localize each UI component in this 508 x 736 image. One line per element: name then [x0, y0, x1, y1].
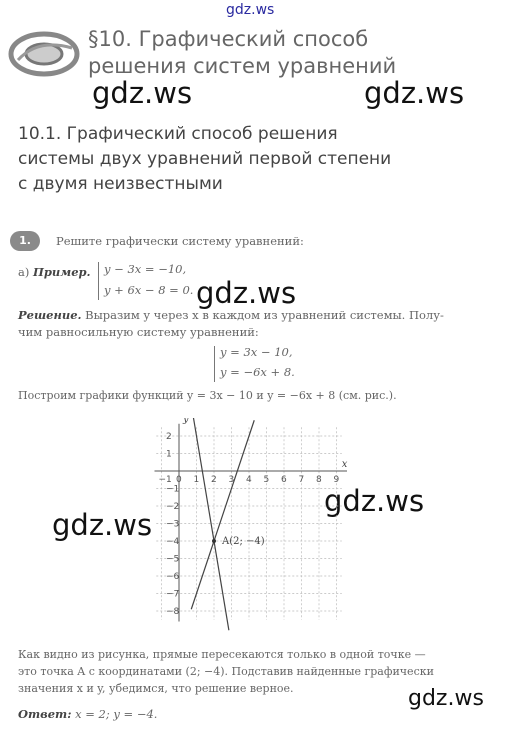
part-label: а) Пример. — [18, 265, 91, 279]
y-tick-label: −5 — [166, 554, 180, 565]
intersection-point — [212, 539, 216, 543]
system-brace — [98, 262, 99, 300]
task-prompt: Решите графически систему уравнений: — [56, 234, 304, 248]
watermark: gdz.ws — [92, 76, 193, 110]
answer-value: x = 2; y = −4. — [75, 707, 158, 721]
y-tick-label: −3 — [166, 519, 180, 530]
x-tick-label: 9 — [333, 475, 340, 485]
y-tick-label: 1 — [166, 449, 172, 460]
x-tick-label: 4 — [246, 475, 252, 485]
watermark: gdz.ws — [324, 484, 425, 518]
x-tick-label: 2 — [211, 475, 217, 485]
solution-line-1: Решение. Выразим y через x в каждом из уравнений системы. Полу- — [18, 308, 444, 322]
function-line — [192, 418, 229, 630]
system-eq-1: y − 3x = −10, — [104, 262, 187, 276]
solution-line-3: Построим графики функций y = 3x − 10 и y = −6x + 8 (см. рис.). — [18, 389, 397, 402]
y-tick-label: −1 — [166, 484, 180, 495]
y-tick-label: −2 — [166, 502, 180, 512]
subsection-title: 10.1. Графический способ решения системы двух уравнений первой степени с двумя неизвестными — [18, 124, 392, 194]
x-tick-label: 7 — [298, 475, 305, 485]
intersection-point-label: A(2; −4) — [222, 536, 265, 547]
watermark: gdz.ws — [408, 686, 484, 711]
x-tick-label: 8 — [316, 475, 322, 485]
function-line — [191, 420, 254, 609]
watermark: gdz.ws — [364, 76, 465, 110]
function-graph — [148, 418, 368, 634]
answer-line — [18, 704, 157, 724]
task-number-badge: 1. — [10, 231, 40, 251]
x-tick-label: 5 — [263, 475, 270, 485]
x-axis-label: x — [341, 459, 348, 470]
system-eq-2: y + 6x − 8 = 0. — [104, 283, 194, 297]
conclusion-line-2: это точка A с координатами (2; −4). Подставив найденные графически — [18, 665, 434, 678]
watermark: gdz.ws — [52, 508, 153, 542]
y-tick-label: −7 — [166, 589, 180, 600]
grid — [156, 427, 342, 620]
y-tick-label: −6 — [166, 572, 180, 582]
y-axis-label: y — [183, 418, 189, 425]
y-tick-label: −4 — [166, 537, 180, 547]
solution-eq-2: y = −6x + 8. — [220, 365, 295, 379]
watermark-top: gdz.ws — [226, 2, 275, 18]
x-tick-label: 0 — [176, 475, 182, 485]
conclusion-line-1: Как видно из рисунка, прямые пересекаются только в одной точке — — [18, 648, 426, 661]
answer-label: Ответ: — [18, 707, 72, 721]
solution-line-2: чим равносильную систему уравнений: — [18, 325, 259, 339]
graph-lines — [191, 418, 254, 630]
y-tick-label: 2 — [166, 432, 172, 442]
x-tick-label: 3 — [228, 475, 235, 485]
solution-brace — [214, 346, 215, 382]
watermark: gdz.ws — [196, 276, 297, 310]
solution-eq-1: y = 3x − 10, — [220, 345, 293, 359]
x-tick-label: −1 — [158, 475, 172, 485]
section-logo-icon — [8, 30, 84, 78]
section-title: §10. Графический способ решения систем уравнений — [88, 27, 397, 78]
conclusion-line-3: значения x и y, убедимся, что решение верное. — [18, 682, 294, 695]
x-tick-label: 6 — [281, 475, 287, 485]
y-tick-label: −8 — [166, 607, 180, 617]
x-tick-label: 1 — [193, 475, 200, 485]
